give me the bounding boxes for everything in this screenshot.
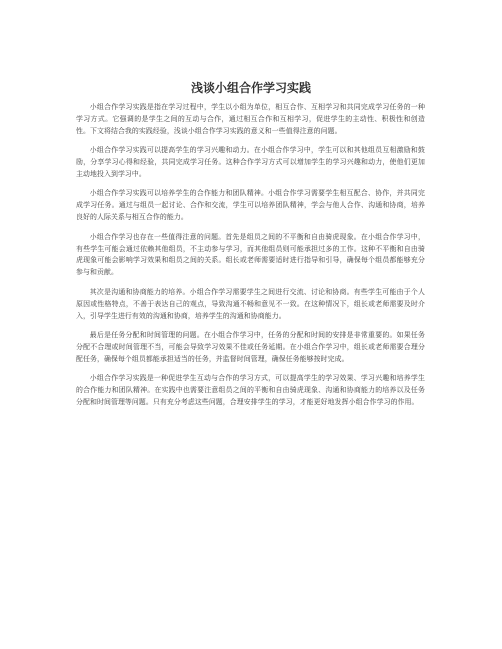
document-title: 浅谈小组合作学习实践 <box>190 81 311 95</box>
paragraph-imbalance: 小组合作学习也存在一些值得注意的问题。首先是组员之间的不平衡和自由骑虎现象。在小组合作学习中，有些学生可能会通过依赖其他组员，不主动参与学习，而其他组员则可能承担过多的工作。这种不平衡和自由骑虎现象可能会影响学习效果和组员之间的关系。组长或老师需要适时进行指导和引导，确保每个组员都能够充分参与和贡献。 <box>76 232 425 277</box>
paragraph-intro: 小组合作学习实践是指在学习过程中，学生以小组为单位，相互合作、互相学习和共同完成学习任务的一种学习方式。它强调的是学生之间的互动与合作，通过相互合作和互相学习，促进学生的主动性、积极性和创造性。下文将结合我的实践经验，浅谈小组合作学习实践的意义和一些值得注意的问题。 <box>76 103 425 135</box>
paragraph-conclusion: 小组合作学习实践是一种促进学生互动与合作的学习方式，可以提高学生的学习效果、学习兴趣和培养学生的合作能力和团队精神。在实践中也需要注意组员之间的平衡和自由骑虎现象、沟通和协商能力的培养以及任务分配和时间管理等问题。只有充分考虑这些问题，合理安排学生的学习，才能更好地发挥小组合作学习的作用。 <box>76 374 425 407</box>
paragraph-teamwork: 小组合作学习实践可以培养学生的合作能力和团队精神。小组合作学习需要学生相互配合、协作，并共同完成学习任务。通过与组员一起讨论、合作和交流，学生可以培养团队精神，学会与他人合作、沟通和协商，培养良好的人际关系与相互合作的能力。 <box>76 189 425 222</box>
paragraph-communication: 其次是沟通和协商能力的培养。小组合作学习需要学生之间进行交流、讨论和协商。有些学生可能由于个人原因或性格特点，不善于表达自己的观点，导致沟通不畅和意见不一致。在这种情况下，组长或老师需要及时介入，引导学生进行有效的沟通和协商，培养学生的沟通和协商能力。 <box>76 287 425 320</box>
document-body <box>76 102 425 416</box>
paragraph-interest: 小组合作学习实践可以提高学生的学习兴趣和动力。在小组合作学习中，学生可以和其他组员互相激励和鼓励，分享学习心得和经验，共同完成学习任务。这种合作学习方式可以增加学生的学习兴趣和动力，使他们更加主动地投入到学习中。 <box>76 146 425 179</box>
paragraph-time-management: 最后是任务分配和时间管理的问题。在小组合作学习中，任务的分配和时间的安排是非常重要的。如果任务分配不合理或时间管理不当，可能会导致学习效果不佳或任务延期。在小组合作学习中，组长或老师需要合理分配任务，确保每个组员都能承担适当的任务，并监督时间管理，确保任务能够按时完成。 <box>76 331 425 363</box>
